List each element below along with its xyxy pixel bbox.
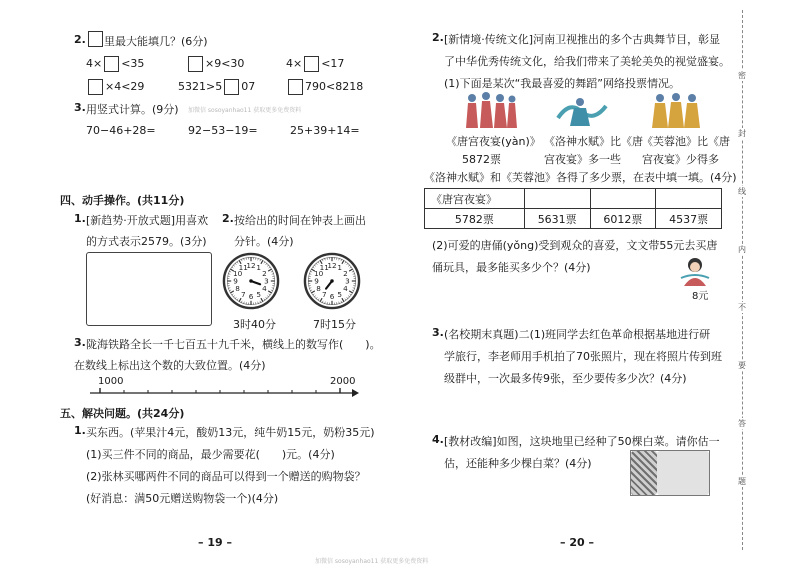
r-q2-sub1b: 《洛神水赋》和《芙蓉池》各得了多少票，在表中填一填。(4分)	[424, 171, 737, 184]
seal-char: 要	[738, 361, 746, 370]
r-q2-number: 2.	[432, 31, 444, 44]
q2-item-2: ×9<30	[186, 56, 244, 72]
s4q2-number: 2.	[222, 212, 234, 225]
q2-number: 2.	[74, 33, 86, 46]
dance-1-line2: 5872票	[462, 153, 501, 166]
clock-numeral: 2	[262, 268, 267, 278]
clock-numeral: 3	[345, 276, 350, 286]
table-header-cell: 《唐宫夜宴》	[425, 189, 525, 209]
cabbage-field-image	[630, 450, 710, 496]
page-number-left: – 19 –	[198, 536, 232, 549]
r-q2-sub2-line2: 俑玩具，最多能买多少个？(4分)	[432, 261, 591, 274]
r-q2-line2: 了中华优秀传统文化，给我们带来了美轮美奂的视觉盛宴。	[444, 55, 730, 68]
drawing-area[interactable]	[86, 252, 212, 326]
s4q3-line1: 陇海铁路全长一千七百五十九千米，横线上的数写作( )。	[86, 338, 381, 351]
clock-numeral: 6	[329, 291, 335, 301]
clock-center	[330, 279, 333, 282]
r-q4-number: 4.	[432, 433, 444, 446]
r-q3-line2: 学旅行，李老师用手机拍了70张照片，现在将照片传到班	[444, 350, 722, 363]
seal-char: 答	[738, 419, 746, 428]
clock-numeral: 5	[256, 289, 262, 299]
r-q4-line1: [教材改编]如图，这块地里已经种了50棵白菜。请你估一	[444, 435, 720, 448]
clock-numeral: 8	[235, 284, 240, 294]
toy-price: 8元	[692, 291, 709, 302]
answer-box[interactable]	[288, 79, 303, 95]
q2-item-6: 790<8218	[286, 79, 363, 95]
s5q1-line4: (好消息：满50元赠送购物袋一个)(4分)	[86, 492, 279, 505]
clock-numeral: 12	[246, 261, 256, 271]
clock-numeral: 4	[343, 284, 348, 294]
number-line[interactable]	[90, 387, 360, 399]
r-q3-line3: 级群中，一次最多传9张，至少要传多少次？(4分)	[444, 372, 687, 385]
r-q2-sub1: (1)下面是某次“我最喜爱的舞蹈”网络投票情况。	[444, 77, 680, 90]
answer-box[interactable]	[88, 79, 103, 95]
table-cell[interactable]	[656, 189, 722, 209]
clock-numeral: 1	[256, 263, 262, 273]
table-row	[425, 189, 722, 209]
s5q1-line1: 买东西。(苹果汁4元，酸奶13元，纯牛奶15元，奶粉35元)	[86, 426, 375, 439]
s5q1-number: 1.	[74, 424, 86, 437]
s4q3-line2: 在数线上标出这个数的大致位置。(4分)	[74, 359, 266, 372]
calc-item-3: 25+39+14=	[290, 124, 360, 137]
clock-numeral: 7	[321, 289, 327, 299]
seal-char: 不	[738, 303, 746, 312]
table-cell[interactable]: 4537票	[656, 209, 722, 229]
votes-table	[424, 188, 722, 229]
answer-box[interactable]	[224, 79, 239, 95]
dancers-illustration-1	[462, 90, 518, 130]
clock-numeral: 4	[262, 284, 267, 294]
answer-box[interactable]	[188, 56, 203, 72]
clock-numeral: 12	[327, 261, 337, 271]
footer-watermark: 加微信 sosoyanhao11 获取更多免费资料	[315, 558, 429, 565]
seal-char: 密	[738, 71, 746, 80]
number-line-arrow	[352, 389, 359, 397]
clock-numeral: 2	[343, 268, 348, 278]
numline-end-label: 2000	[330, 376, 356, 387]
clock-numeral: 7	[240, 289, 246, 299]
clock-numeral: 3	[264, 276, 269, 286]
clock-numeral: 6	[248, 291, 254, 301]
dance-3-line1: 《芙蓉池》比《唐	[642, 135, 730, 148]
table-cell[interactable]: 6012票	[590, 209, 656, 229]
table-cell[interactable]: 5631票	[524, 209, 590, 229]
seal-char: 封	[738, 129, 746, 138]
r-q4-line2: 估，还能种多少棵白菜？(4分)	[444, 457, 592, 470]
r-q2-sub2-line1: (2)可爱的唐俑(yǒng)受到观众的喜爱，文文带55元去买唐	[432, 239, 718, 252]
r-q3-number: 3.	[432, 326, 444, 339]
r-q2-line1: [新情境·传统文化]河南卫视推出的多个古典舞节目，彰显	[444, 33, 721, 46]
q2-item-1: 4× <35	[86, 57, 145, 70]
calc-item-1: 70−46+28=	[86, 124, 156, 137]
clock-numeral: 11	[238, 263, 248, 273]
seal-char: 内	[738, 245, 746, 254]
q2-item-4: ×4<29	[86, 79, 144, 95]
q2-item-5: 5321>5 07	[178, 80, 256, 93]
numline-start-label: 1000	[98, 376, 124, 387]
answer-box[interactable]	[304, 56, 319, 72]
s5q1-line3: (2)张林买哪两件不同的商品可以得到一个赠送的购物袋？	[86, 470, 366, 483]
doll-toy-illustration	[678, 256, 712, 288]
seal-dashed-line	[742, 10, 743, 550]
clock-center	[249, 279, 252, 282]
clock-numeral: 1	[337, 263, 343, 273]
clock-numeral: 9	[314, 276, 319, 286]
clock-numeral: 10	[232, 268, 243, 278]
clock-label-2: 7时15分	[313, 318, 356, 331]
clock-face-2[interactable]	[303, 252, 361, 310]
dancer-illustration-2	[556, 92, 608, 130]
table-row	[425, 209, 722, 229]
calc-item-2: 92−53−19=	[188, 124, 258, 137]
q3-text: 用竖式计算。(9分)	[86, 103, 179, 116]
q2-text: 里最大能填几？(6分)	[104, 35, 208, 48]
seal-char: 题	[738, 477, 746, 486]
s4q1-number: 1.	[74, 212, 86, 225]
table-cell[interactable]	[590, 189, 656, 209]
s4q3-number: 3.	[74, 336, 86, 349]
clock-label-1: 3时40分	[233, 318, 276, 331]
watermark-text: 加微信 sosoyanhao11 获取更多免费资料	[188, 107, 302, 114]
clock-numeral: 10	[313, 268, 324, 278]
s4q1-line1: [新趋势·开放式题]用喜欢	[86, 214, 209, 227]
table-cell[interactable]: 5782票	[425, 209, 525, 229]
clock-numeral: 11	[319, 263, 329, 273]
s5q1-line2: (1)买三件不同的商品，最少需要花( )元。(4分)	[86, 448, 335, 461]
clock-face-1[interactable]	[222, 252, 280, 310]
section-4-title: 四、动手操作。(共11分)	[60, 194, 185, 207]
seal-char: 线	[738, 187, 746, 196]
q2-item-3: 4× <17	[286, 57, 345, 70]
table-cell[interactable]	[524, 189, 590, 209]
s4q2-line1: 按给出的时间在钟表上画出	[234, 214, 366, 227]
dancers-illustration-3	[648, 90, 704, 130]
answer-box[interactable]	[88, 31, 103, 47]
q3-number: 3.	[74, 101, 86, 114]
dance-3-line2: 宫夜宴》少得多	[642, 153, 719, 166]
r-q3-line1: (名校期末真题)二(1)班同学去红色革命根据基地进行研	[444, 328, 711, 341]
section-5-title: 五、解决问题。(共24分)	[60, 407, 185, 420]
dance-2-line2: 宫夜宴》多一些	[544, 153, 621, 166]
page-number-right: – 20 –	[560, 536, 594, 549]
s4q2-line2: 分针。(4分)	[234, 235, 294, 248]
dance-2-line1: 《洛神水赋》比《唐	[544, 135, 643, 148]
clock-numeral: 5	[337, 289, 343, 299]
clock-numeral: 9	[233, 276, 238, 286]
dance-1-line1: 《唐宫夜宴(yàn)》	[446, 135, 541, 148]
clock-numeral: 8	[316, 284, 321, 294]
s4q1-line2: 的方式表示2579。(3分)	[86, 235, 207, 248]
answer-box[interactable]	[104, 56, 119, 72]
